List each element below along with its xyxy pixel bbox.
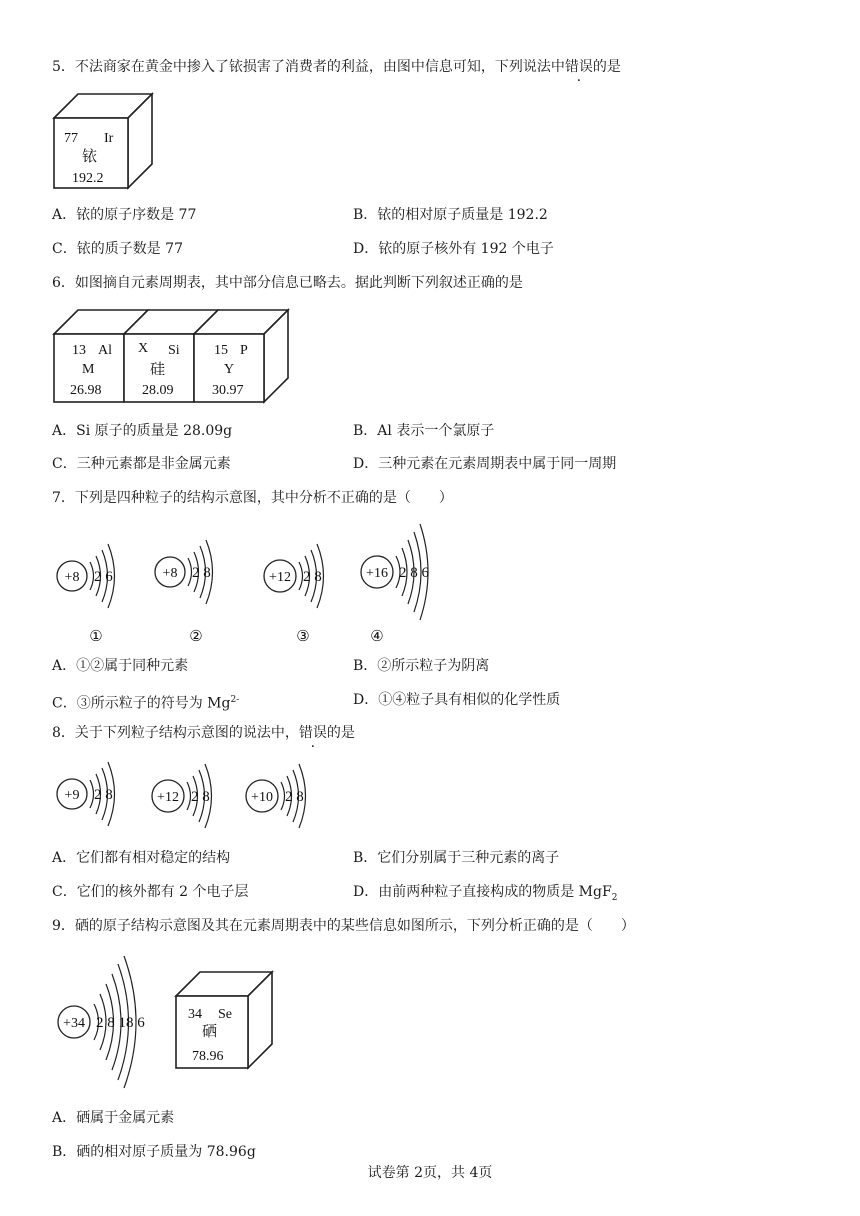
q6-option-d: D．三种元素在元素周期表中属于同一周期 (353, 456, 617, 472)
q7-particle-2 (155, 540, 213, 645)
q8-p3-shells: 2 8 (285, 789, 304, 805)
q6-option-a: A．Si 原子的质量是 28.09g (52, 423, 233, 439)
q5-element-cell-iridium (54, 94, 154, 190)
q6-cell2-name: 硅 (150, 362, 166, 378)
q9-element-name: 硒 (202, 1024, 218, 1040)
q6-cell3-number: 15 (214, 343, 228, 358)
q6-option-b: B．Al 表示一个氯原子 (353, 423, 495, 439)
page-footer: 试卷第 2页，共 4页 (367, 1165, 493, 1181)
q6-cell2-mass: 28.09 (142, 383, 174, 398)
q7-particle-diagrams (50, 520, 450, 650)
q7-option-a: A．①②属于同种元素 (52, 658, 189, 674)
q7-p1-shells: 2 6 (94, 569, 113, 585)
q8-stem-emphasis: 错误 (298, 725, 327, 741)
q6-cell2-symbol: Si (168, 343, 180, 358)
q8-option-a: A．它们都有相对稳定的结构 (52, 850, 231, 866)
q6-cell1-name: M (82, 362, 95, 377)
q5-element-name: 铱 (82, 149, 98, 165)
q8-option-d (353, 883, 617, 907)
q9-element-cell-selenium (176, 972, 276, 1072)
q8-p2-nucleus: +12 (157, 790, 179, 805)
q6-cell3-symbol: P (240, 343, 248, 358)
q8-particle-diagrams (50, 756, 330, 836)
q6-cell3-name: Y (224, 362, 235, 377)
q6-cell2-number: X (138, 341, 149, 356)
q8-particle-2 (152, 764, 212, 828)
q7-p3-label: ③ (296, 629, 310, 645)
q5-stem (52, 58, 621, 76)
q9-option-a: A．硒属于金属元素 (52, 1110, 175, 1126)
q5-option-a: A．铱的原子序数是 77 (52, 207, 197, 223)
q8-option-d-subscript: 2 (611, 892, 618, 903)
q5-stem-post: 的是 (592, 59, 621, 75)
q7-stem: 7．下列是四种粒子的结构示意图，其中分析不正确的是（ ） (52, 490, 453, 506)
q8-particle-3 (246, 764, 306, 828)
q8-stem-pre: 8．关于下列粒子结构示意图的说法中， (52, 725, 299, 741)
q9-selenium-atom-diagram (50, 950, 170, 1090)
q9-atom-nucleus: +34 (63, 1016, 85, 1031)
q6-cell1-symbol: Al (98, 343, 112, 358)
q7-p2-shells: 2 8 (192, 565, 211, 581)
q5-option-c: C．铱的质子数是 77 (52, 241, 183, 257)
q8-p3-nucleus: +10 (251, 790, 273, 805)
q7-p1-label: ① (89, 629, 103, 645)
q7-option-b: B．②所示粒子为阴离 (353, 658, 490, 674)
q6-element-cells (54, 310, 294, 406)
q7-particle-4 (361, 524, 430, 645)
q7-option-d: D．①④粒子具有相似的化学性质 (353, 692, 561, 708)
q8-stem-post: 的是 (326, 725, 355, 741)
q7-p2-nucleus: +8 (162, 566, 178, 581)
q5-stem-pre: 5．不法商家在黄金中掺入了铱损害了消费者的利益，由图中信息可知，下列说法中 (52, 59, 565, 75)
q8-p2-shells: 2 8 (191, 789, 210, 805)
q8-option-c: C．它们的核外都有 2 个电子层 (52, 884, 249, 900)
q6-cell1-mass: 26.98 (70, 383, 102, 398)
q7-option-c-text: C．③所示粒子的符号为 Mg (52, 695, 231, 712)
q5-atomic-number: 77 (64, 131, 78, 146)
q5-stem-emphasis: 错误 (564, 59, 593, 75)
q5-atomic-mass: 192.2 (72, 171, 104, 186)
q7-p3-shells: 2 8 (303, 569, 322, 585)
q7-p1-nucleus: +8 (64, 570, 80, 585)
q7-p3-nucleus: +12 (269, 570, 291, 585)
q8-p1-nucleus: +9 (64, 788, 80, 803)
q6-stem: 6．如图摘自元素周期表，其中部分信息已略去。据此判断下列叙述正确的是 (52, 275, 523, 291)
q8-stem (52, 724, 355, 742)
q7-p4-nucleus: +16 (366, 566, 388, 581)
q9-atomic-number: 34 (188, 1007, 202, 1022)
q8-particle-1 (57, 762, 115, 826)
q7-option-c-superscript: 2- (230, 695, 240, 705)
q8-option-d-text: D．由前两种粒子直接构成的物质是 MgF (353, 884, 612, 900)
q7-particle-1 (57, 544, 115, 645)
q7-particle-3 (264, 544, 324, 645)
q9-atomic-mass: 78.96 (192, 1049, 224, 1064)
q6-cell1-number: 13 (72, 343, 86, 358)
q6-option-c: C．三种元素都是非金属元素 (52, 456, 231, 472)
q9-stem: 9．硒的原子结构示意图及其在元素周期表中的某些信息如图所示，下列分析正确的是（ ） (52, 918, 635, 934)
q5-option-d: D．铱的原子核外有 192 个电子 (353, 241, 554, 257)
q8-p1-shells: 2 8 (94, 787, 113, 803)
q7-p2-label: ② (189, 629, 203, 645)
q8-option-b: B．它们分别属于三种元素的离子 (353, 850, 560, 866)
q9-option-b: B．硒的相对原子质量为 78.96g (52, 1144, 256, 1160)
q6-cell3-mass: 30.97 (212, 383, 244, 398)
q7-option-c (52, 691, 239, 713)
q9-symbol: Se (218, 1007, 232, 1022)
q9-atom-shells: 2 8 18 6 (96, 1015, 145, 1031)
q5-option-b: B．铱的相对原子质量是 192.2 (353, 207, 548, 223)
q7-p4-label: ④ (370, 629, 384, 645)
q5-symbol: Ir (104, 131, 114, 146)
q7-p4-shells: 2 8 6 (399, 565, 429, 581)
